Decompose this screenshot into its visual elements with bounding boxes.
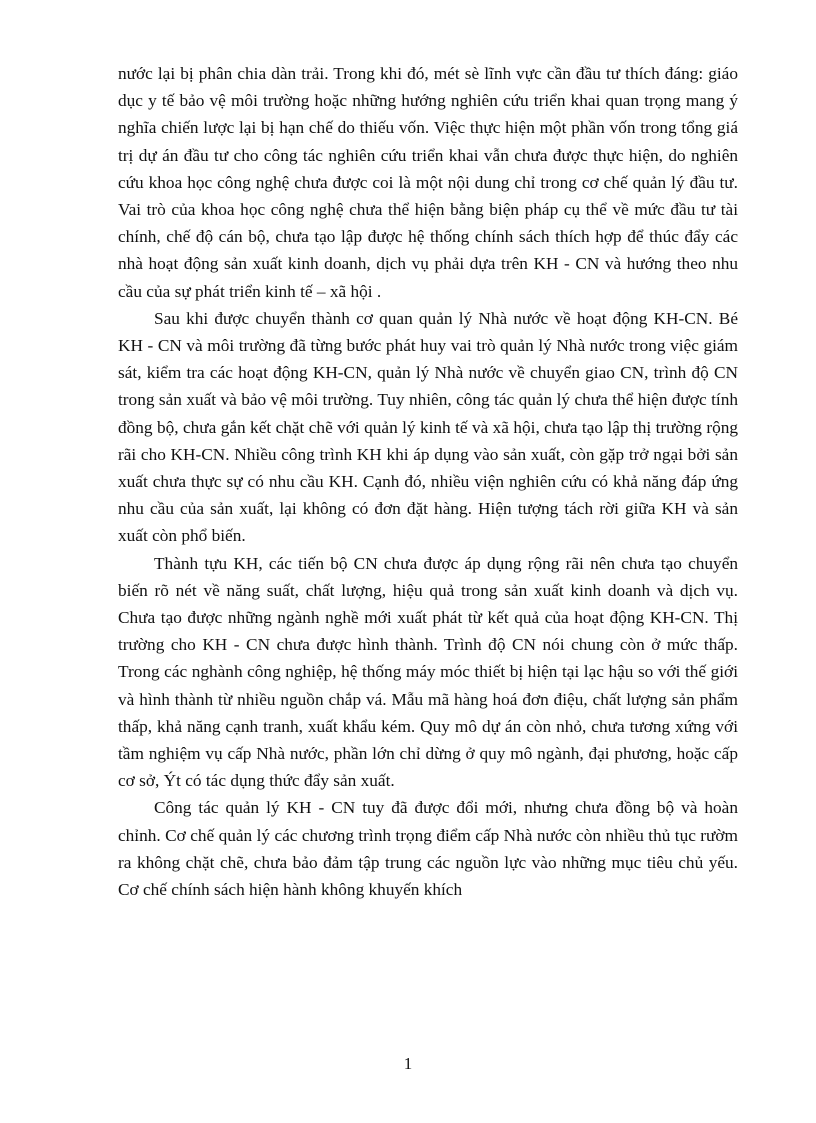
paragraph-2: Sau khi được chuyển thành cơ quan quản lý Nhà nước về hoạt động KH-CN. Bé KH - CN và môi trường đã từng bước phát huy vai trò quản lý Nhà nước trong việc giám sát, kiểm tra các hoạt động KH-CN, quản lý Nhà nước về chuyển giao CN, trình độ CN trong sản xuất và bảo vệ môi trường. Tuy nhiên, công tác quản lý chưa thể hiện được tính đồng bộ, chưa gắn kết chặt chẽ với quản lý kinh tế và xã hội, chưa tạo lập thị trường rộng rãi cho KH-CN. Nhiều công trình KH khi áp dụng vào sản xuất, còn gặp trở ngại bởi sản xuất chưa thực sự có nhu cầu KH. Cạnh đó, nhiều viện nghiên cứu có khả năng đáp ứng nhu cầu của sản xuất, lại không có đơn đặt hàng. Hiện tượng tách rời giữa KH và sản xuất còn phổ biến. [118, 308, 738, 546]
page-number: 1 [403, 1054, 413, 1073]
paragraph-3: Thành tựu KH, các tiến bộ CN chưa được áp dụng rộng rãi nên chưa tạo chuyển biến rõ nét về năng suất, chất lượng, hiệu quả trong sản xuất kinh doanh và dịch vụ. Chưa tạo được những ngành nghề mới xuất phát từ kết quả của hoạt động KH-CN. Thị trường cho KH - CN chưa được hình thành. Trình độ CN nói chung còn ở mức thấp. Trong các nghành công nghiệp, hệ thống máy móc thiết bị hiện tại lạc hậu so với thế giới và hình thành từ nhiều nguồn chắp vá. Mẫu mã hàng hoá đơn điệu, chất lượng sản phẩm thấp, khả năng cạnh tranh, xuất khẩu kém. Quy mô dự án còn nhỏ, chưa tương xứng với tầm nghiệm vụ cấp Nhà nước, phần lớn chỉ dừng ở quy mô ngành, đại phương, hoặc cấp cơ sở, Ýt có tác dụng thức đẩy sản xuất. [118, 553, 738, 791]
page-body [118, 60, 738, 903]
paragraph-4: Công tác quản lý KH - CN tuy đã được đổi mới, nhưng chưa đồng bộ và hoàn chỉnh. Cơ chế quản lý các chương trình trọng điểm cấp Nhà nước còn nhiều thủ tục rườm ra không chặt chẽ, chưa bảo đảm tập trung các nguồn lực vào những mục tiêu chủ yếu. Cơ chế chính sách hiện hành không khuyến khích [118, 798, 738, 900]
paragraph-1: nước lại bị phân chia dàn trải. Trong khi đó, mét sè lĩnh vực cần đầu tư thích đáng: giáo dục y tế bảo vệ môi trường hoặc những hướng nghiên cứu triển khai quan trọng mang ý nghĩa chiến lược lại bị hạn chế do thiếu vốn. Việc thực hiện một phần vốn trong tổng giá trị dự án đầu tư cho công tác nghiên cứu triển khai vẫn chưa được thực hiện, do nghiên cứu khoa học công nghệ chưa được coi là một nội dung chỉ trong cơ chế quản lý đầu tư. Vai trò của khoa học công nghệ chưa thể hiện bằng biện pháp cụ thể về mức đầu tư tài chính, chế độ cán bộ, chưa tạo lập được hệ thống chính sách thích hợp để thúc đẩy các nhà hoạt động sản xuất kinh doanh, dịch vụ phải dựa trên KH - CN và hướng theo nhu cầu của sự phát triển kinh tế – xã hội . [118, 64, 738, 301]
